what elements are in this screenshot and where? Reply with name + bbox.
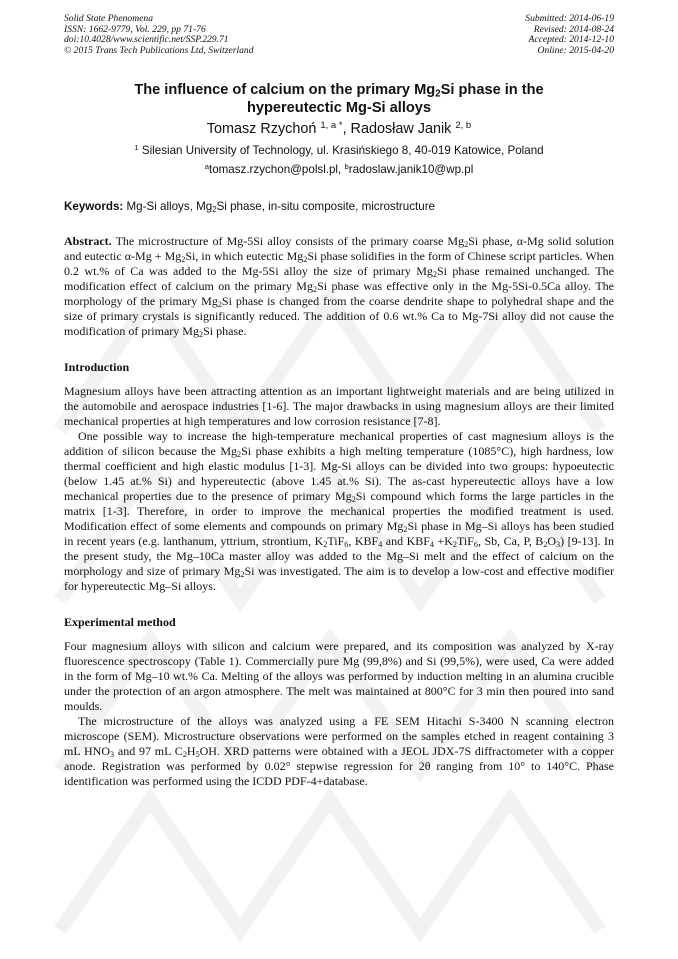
introduction-paragraph-1: Magnesium alloys have been attracting attention as an important lightweight materials and are being utilized in the automobile and aerospace industries [1-6]. The major drawbacks in using magnesium alloys are their limited mechanical properties at high temperatures and low corrosion resistance [7-8]. xyxy=(64,384,614,429)
experimental-paragraph-1: Four magnesium alloys with silicon and calcium were prepared, and its composition was analyzed by X-ray fluorescence spectroscopy (Table 1). Commercially pure Mg (99,8%) and Si (99,5%), were used, Ca were added in the form of Mg–10 wt.% Ca. Melting of the alloys was performed by induction melting in an alumina crucible under the protection of an argon atmosphere. The melt was maintained at 800°C for 3 min then poured into sand moulds. xyxy=(64,639,614,714)
revised-date: Revised: 2014-08-24 xyxy=(533,23,614,35)
date-info xyxy=(525,14,614,56)
author-list: Tomasz Rzychoń $^{1, a *}$, Radosław Janik $^{2, b}$ xyxy=(206,120,472,138)
submitted-date: Submitted: 2014-06-19 xyxy=(525,13,614,24)
author-emails: $^a$tomasz.rzychon@polsl.pl, $^b$radoslaw.janik10@wp.pl xyxy=(204,162,474,177)
experimental-paragraph-2: The microstructure of the alloys was analyzed using a FE SEM Hitachi S-3400 N scanning electron microscope (SEM). Microstructure observations were performed on the samples etched in reagent containing 3 mL $HNO_3$ and 97 mL $C_2H_5OH$. XRD patterns were obtained with a JEOL JDX-7S diffractometer with a copper anode. Registration was performed by 0.02° stepwise regression for 2θ ranging from 10° to 140°C. Phase identification was performed using the ICDD PDF-4+database. xyxy=(64,714,615,789)
paper-title: The influence of calcium on the primary $Mg_2Si$ phase in the hypereutectic Mg-Si alloys xyxy=(134,82,544,117)
introduction-paragraph-2: One possible way to increase the high-temperature mechanical properties of cast magnesium alloys is the addition of silicon because the $Mg_2Si$ phase exhibits a high melting temperature (1085°C), high hardness, low thermal coefficient and high elastic modulus [1-3]. Mg-Si alloys can be divided into two groups: hypoeutectic (below 1.45 at.% Si) and hypereutectic (above 1.45 at.% Si). The as-cast hypereutectic alloys have a low mechanical properties due to the presence of primary $Mg_2Si$ compound which forms the large particles in the matrix [1-3]. Therefore, in order to improve the mechanical properties the modified treatment is used. Modification effect of some elements and compounds on primary $Mg_2Si$ phase in Mg–Si alloys has been studied in recent years (e.g. lanthanum, yttrium, strontium, $K_2TiF_6$, $KBF_4$ and $KBF_4 +K_2TiF_6$, Sb, Ca, P, $B_2O_3$) [9-13]. In the present study, the Mg–10Ca master alloy was added to the Mg–Si melt and the effect of calcium on the morphology and size of primary $Mg_2Si$ was investigated. The aim is to develop a low-cost and effective modifier for hypereutectic Mg–Si alloys. xyxy=(64,429,615,594)
accepted-date: Accepted: 2014-12-10 xyxy=(528,34,614,46)
copyright-line: © 2015 Trans Tech Publications Ltd, Switzerland xyxy=(64,44,254,56)
online-date: Online: 2015-04-20 xyxy=(537,44,614,56)
introduction-heading: Introduction xyxy=(64,360,130,375)
experimental-heading: Experimental method xyxy=(64,615,176,630)
abstract: Abstract. The microstructure of Mg-5Si alloy consists of the primary coarse $Mg_2Si$ phase, α-Mg solid solution and eutectic $\alpha-Mg + Mg_2Si$, in which eutectic $Mg_2Si$ phase solidifies in the form of Chinese script particles. When 0.2 wt.% of Ca was added to the Mg-5Si alloy the size of primary $Mg_2Si$ phase remained unchanged. The modification effect of calcium on the primary $Mg_2Si$ phase was effective only in the Mg-5Si-0.5Ca alloy. The morphology of the primary $Mg_2Si$ phase is changed from the coarse dendrite shape to polyhedral shape and the size of primary crystals is significantly reduced. The addition of 0.6 wt.% Ca to Mg-7Si alloy did not cause the modification of primary $Mg_2Si$ phase. xyxy=(64,234,615,340)
journal-name: Solid State Phenomena xyxy=(64,13,153,24)
doi-line: doi:10.4028/www.scientific.net/SSP.229.71 xyxy=(64,34,229,46)
issn-line: ISSN: 1662-9779, Vol. 229, pp 71-76 xyxy=(64,23,206,35)
affiliation: $^1$ Silesian University of Technology, ul. Krasińskiego 8, 40-019 Katowice, Poland xyxy=(134,143,544,158)
page xyxy=(64,14,614,789)
keywords: Keywords: Mg-Si alloys, $Mg_2Si$ phase, in-situ composite, microstructure xyxy=(64,200,436,215)
journal-info xyxy=(64,14,254,56)
journal-header xyxy=(64,14,614,56)
